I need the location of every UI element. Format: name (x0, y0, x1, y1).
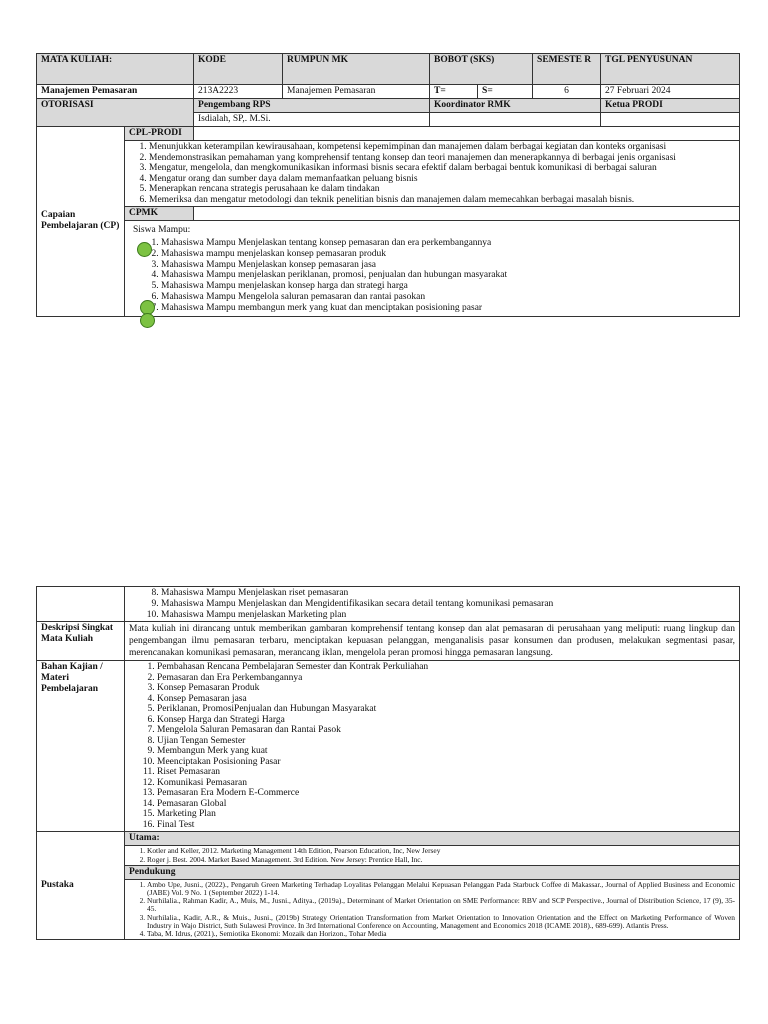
bahan-item: 3. Konsep Pemasaran Produk (157, 683, 735, 694)
pustaka-label: Pustaka (37, 832, 125, 940)
bahan-item: 1. Pembahasan Rencana Pembelajaran Semester dan Kontrak Perkuliahan (157, 662, 735, 673)
bahan-item: 7. Mengelola Saluran Pemasaran dan Rantai Pasok (157, 725, 735, 736)
cpmk-item: 6. Mahasiswa Mampu Mengelola saluran pemasaran dan rantai pasokan (161, 292, 735, 303)
cpmk-label-blank (194, 207, 740, 221)
pendukung-list-cell (125, 879, 740, 939)
cpl-list (125, 142, 735, 205)
cpmk-continued-row (37, 587, 740, 622)
cpmk-item: 10. Mahasiswa Mampu menjelaskan Marketing plan (161, 610, 735, 621)
cpmk-list (133, 238, 735, 314)
utama-label-row (37, 832, 740, 846)
bahan-item: 13. Pemasaran Era Modern E-Commerce (157, 788, 735, 799)
utama-items-row (37, 846, 740, 865)
cpmk-continued-list (133, 588, 735, 620)
course-s: S= (478, 85, 533, 99)
otorisasi-row (37, 99, 740, 113)
cpl-label: CPL-PRODI (125, 127, 194, 141)
cpmk-continued-cell (125, 587, 740, 622)
bahan-item: 2. Pemasaran dan Era Perkembangannya (157, 673, 735, 684)
bahan-item: 9. Membangun Merk yang kuat (157, 746, 735, 757)
bahan-item: 8. Ujian Tengan Semester (157, 736, 735, 747)
deskripsi-text: Mata kuliah ini dirancang untuk memberikan gambaran komprehensif tentang konsep dan alat pemasaran di perusahaan yang meliputi: ruang lingkup dan pengembangan ilmu pemasaran terbaru, menciptakan kepuasan pelanggan, menganalisis pasar konsumen dan produsen, melakukan segmentasi pasar, merencanakan komunikasi pemasaran, merancang iklan, mengelola peran promosi hingga pemasaran langsung. (125, 622, 740, 661)
otorisasi-label: OTORISASI (37, 99, 194, 127)
pendukung-label-row (37, 865, 740, 879)
cpl-list-cell (125, 141, 740, 207)
bobot-header: BOBOT (SKS) (430, 54, 533, 85)
bahan-item: 5. Periklanan, PromosiPenjualan dan Hubungan Masyarakat (157, 704, 735, 715)
cpl-label-row (37, 127, 740, 141)
cpmk-item: 4. Mahasiswa Mampu menjelaskan periklanan, promosi, penjualan dan hubungan masyarakat (161, 270, 735, 281)
cpmk-label-row (37, 207, 740, 221)
utama-list (129, 847, 735, 863)
course-rumpun: Manajemen Pemasaran (283, 85, 430, 99)
deskripsi-label: Deskripsi Singkat Mata Kuliah (37, 622, 125, 661)
cpmk-item: 5. Mahasiswa Mampu menjelaskan konsep harga dan strategi harga (161, 281, 735, 292)
tgl-header: TGL PENYUSUNAN (601, 54, 740, 85)
bahan-list (133, 662, 735, 830)
bahan-item: 10. Meenciptakan Posisioning Pasar (157, 757, 735, 768)
header-row (37, 54, 740, 85)
pendukung-item: 2. Nurhilalia., Rahman Kadir, A., Muis, M., Jusni., Aditya., (2019a)., Determinant of Market Orientation on SME Performance: RBV and SCP Perspective., Journal of Distribution Science, 17 (9), 35-45. (147, 897, 735, 913)
bahan-label: Bahan Kajian / Materi Pembelajaran (37, 661, 125, 832)
ketua-name (601, 113, 740, 127)
cpl-items-row (37, 141, 740, 207)
course-semester: 6 (533, 85, 601, 99)
cpmk-intro: Siswa Mampu: (133, 225, 191, 235)
utama-item: 1. Kotler and Keller, 2012. Marketing Management 14th Edition, Pearson Education, Inc, New Jersey (147, 847, 735, 855)
bahan-item: 15. Marketing Plan (157, 809, 735, 820)
koordinator-header: Koordinator RMK (430, 99, 601, 113)
mata-kuliah-header: MATA KULIAH: (37, 54, 194, 85)
cpmk-item: 8. Mahasiswa Mampu Menjelaskan riset pemasaran (161, 588, 735, 599)
rps-table-page2 (36, 586, 740, 940)
cpl-item: 4. Mengatur orang dan sumber daya dalam memanfaatkan peluang bisnis (149, 174, 735, 185)
bahan-item: 16. Final Test (157, 820, 735, 831)
cpmk-label: CPMK (125, 207, 194, 221)
cpl-item: 1. Menunjukkan keterampilan kewirausahaan, kompetensi kepemimpinan dan manajemen dalam berbagai kegiatan dan konteks organisasi (149, 142, 735, 153)
pengembang-name: Isdialah, SP,. M.Si. (194, 113, 430, 127)
bahan-item: 12. Komunikasi Pemasaran (157, 778, 735, 789)
pendukung-items-row (37, 879, 740, 939)
bahan-item: 4. Konsep Pemasaran jasa (157, 694, 735, 705)
cp-label: Capaian Pembelajaran (CP) (37, 127, 125, 317)
bahan-row (37, 661, 740, 832)
course-code: 213A2223 (194, 85, 283, 99)
pendukung-label: Pendukung (125, 865, 740, 879)
pendukung-item: 4. Taba, M. Idrus, (2021)., Semiotika Ekonomi: Mozaik dan Horizon., Tohar Media (147, 930, 735, 938)
cpmk-continued-blank (37, 587, 125, 622)
cpmk-item: 3. Mahasiswa Mampu Menjelaskan konsep pemasaran jasa (161, 260, 735, 271)
utama-item: 2. Roger j. Best. 2004. Market Based Management. 3rd Edition. New Jersey: Prentice Hall, Inc. (147, 856, 735, 864)
ketua-header: Ketua PRODI (601, 99, 740, 113)
annotation-dot (140, 313, 155, 328)
cpl-label-blank (194, 127, 740, 141)
pendukung-item: 1. Ambo Upe, Jusni., (2022)., Pengaruh Green Marketing Terhadap Loyalitas Pelanggan Melalui Kepuasan Pelanggan Pada Starbuck Coffee di Makassar., Journal of Applied Business and Economic (JABE) Vol. 9 No. 1 (September 2022) 1-14. (147, 881, 735, 897)
bahan-item: 6. Konsep Harga dan Strategi Harga (157, 715, 735, 726)
course-t: T= (430, 85, 478, 99)
cpmk-item: 7. Mahasiswa Mampu membangun merk yang kuat dan menciptakan posisioning pasar (161, 303, 735, 314)
utama-label: Utama: (125, 832, 740, 846)
kode-header: KODE (194, 54, 283, 85)
utama-list-cell (125, 846, 740, 865)
course-date: 27 Februari 2024 (601, 85, 740, 99)
semester-header: SEMESTE R (533, 54, 601, 85)
pengembang-header: Pengembang RPS (194, 99, 430, 113)
cpmk-item: 9. Mahasiswa Mampu Menjelaskan dan Mengidentifikasikan secara detail tentang komunikasi pemasaran (161, 599, 735, 610)
cpl-item: 3. Mengatur, mengelola, dan mengkomunikasikan informasi bisnis secara efektif dalam berbagai bentuk komunikasi di berbagai saluran (149, 163, 735, 174)
rumpun-header: RUMPUN MK (283, 54, 430, 85)
pendukung-list (129, 881, 735, 938)
cpmk-item: 2. Mahasiswa mampu menjelaskan konsep pemasaran produk (161, 249, 735, 260)
rps-table-page1 (36, 53, 740, 317)
bahan-item: 14. Pemasaran Global (157, 799, 735, 810)
deskripsi-row (37, 622, 740, 661)
annotation-dot (137, 242, 152, 257)
pendukung-item: 3. Nurhilalia., Kadir, A.R., & Muis., Jusni., (2019b) Strategy Orientation Transformation from Market Orientation to Innovation Orientation and the Effect on Marketing Performance of Woven Industry in Wajo District, Suth Sulawesi Province. In 3rd International Conference on Accounting, Management and Economics 2018 (ICAME 2018)., 689-699). Atlantis Press. (147, 914, 735, 930)
koordinator-name (430, 113, 601, 127)
course-name: Manajemen Pemasaran (37, 85, 194, 99)
cpl-item: 2. Mendemonstrasikan pemahaman yang komprehensif tentang konsep dan teori manajemen dan menerapkannya di berbagai jenis organisasi (149, 153, 735, 164)
cpl-item: 5. Menerapkan rencana strategis perusahaan ke dalam tindakan (149, 184, 735, 195)
bahan-list-cell (125, 661, 740, 832)
cpl-item: 6. Memeriksa dan mengatur metodologi dan teknik penelitian bisnis dan manajemen dalam memecahkan berbagai masalah bisnis. (149, 195, 735, 206)
bahan-item: 11. Riset Pemasaran (157, 767, 735, 778)
cpmk-list-cell (125, 221, 740, 317)
course-row (37, 85, 740, 99)
cpmk-item: 1. Mahasiswa Mampu Menjelaskan tentang konsep pemasaran dan era perkembangannya (161, 238, 735, 249)
